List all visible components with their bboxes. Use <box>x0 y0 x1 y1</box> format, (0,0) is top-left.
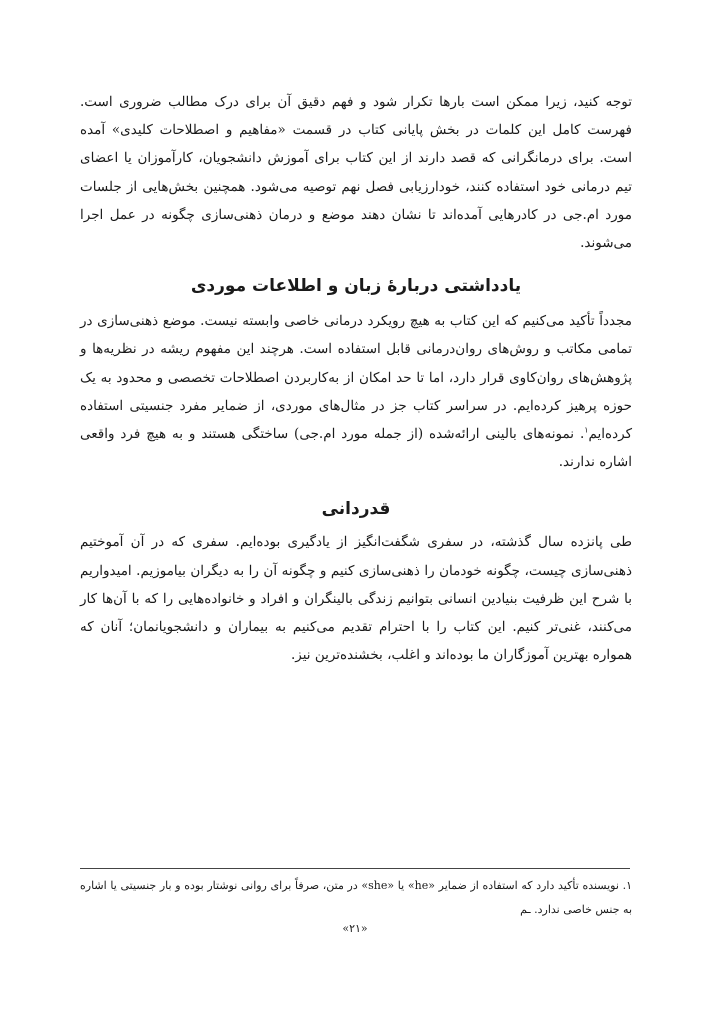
intro-paragraph: توجه کنید، زیرا ممکن است بارها تکرار شود و فهم دقیق آن برای درک مطالب ضروری است. فهرست کامل این کلمات در بخش پایانی کتاب در قسمت «مفاهیم و اصطلاحات کلیدی» آمده است. برای درمانگرانی که قصد دارند از این کتاب برای آموزش دانشجویان، کارآموزان یا اعضای تیم درمانی خود استفاده کنند، خودارزیابی فصل نهم توصیه می‌شود. همچنین بخش‌هایی از جلسات مورد ام.جی در کادرهایی آمده‌اند تا نشان دهند موضع و درمان ذهنی‌سازی چگونه در عمل اجرا می‌شوند. <box>80 94 632 252</box>
footnote-reference[interactable]: ۱ <box>584 425 589 435</box>
language-note-text: مجدداً تأکید می‌کنیم که این کتاب به هیچ رویکرد درمانی خاصی وابسته نیست. موضع ذهنی‌سازی در تمامی مکاتب و روش‌های روان‌درمانی قابل استفاده است. هرچند این مفهوم ریشه در نظریه‌ها و پژوهش‌های روان‌کاوی قرار دارد، اما تا حد امکان از به‌کاربردن اصطلاحات تخصصی و محدود به یک حوزه پرهیز کرده‌ایم. در سراسر کتاب جز در مثال‌های موردی، از ضمایر مفرد جنسیتی استفاده کرده‌ایم <box>80 313 632 443</box>
section-heading-language-note: یادداشتی دربارهٔ زبان و اطلاعات موردی <box>190 276 522 297</box>
page-number: «۲۱» <box>342 922 368 935</box>
footnote: ۱. نویسنده تأکید دارد که استفاده از ضمایر «he» یا «she» در متن، صرفاً برای روانی نوشتار بوده و بار جنسیتی یا اشاره به جنس خاصی ندارد. ـم <box>80 879 633 916</box>
language-note-paragraph <box>80 307 632 476</box>
page-body <box>80 88 632 669</box>
footnote-divider <box>80 868 630 869</box>
acknowledgments-paragraph: طی پانزده سال گذشته، در سفری شگفت‌انگیز از یادگیری بوده‌ایم. سفری که در آن آموختیم ذهنی‌سازی چیست، چگونه خودمان را ذهنی‌سازی کنیم و چگونه آن را به دیگران بیاموزیم. امیدواریم با شرح این ظرفیت بنیادین انسانی بتوانیم زندگی بالینگران و افراد و خانواده‌هایی را که با آن‌ها کار می‌کنند، غنی‌تر کنیم. این کتاب را با احترام تقدیم می‌کنیم به بیماران و دانشجویانمان؛ آنان که همواره بهترین آموزگاران ما بوده‌اند و اغلب، بخشنده‌ترین نیز. <box>80 534 632 664</box>
language-note-text-end: . نمونه‌های بالینی ارائه‌شده (از جمله مورد ام.جی) ساختگی هستند و به هیچ فرد واقعی اشاره ندارند. <box>80 426 632 471</box>
section-heading-acknowledgments: قدردانی <box>321 499 391 520</box>
